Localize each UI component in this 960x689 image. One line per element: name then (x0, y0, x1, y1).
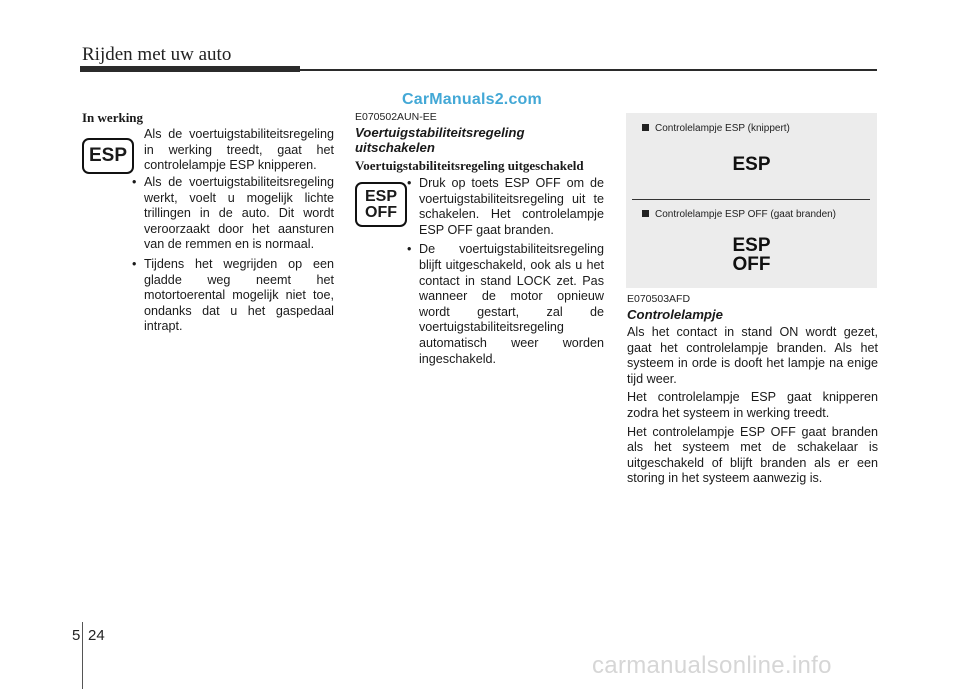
list-item: • Als de voertuigstabiliteitsregeling werkt, voelt u mogelijk lichte trillingen in de auto. Dit wordt veroorzaakt door het aansturen van de remmen en is normaal. (129, 175, 334, 253)
paragraph: Het controlelampje ESP OFF gaat branden als het systeem met de schakelaar is uitgeschakeld of blijft branden als er een storing in het systeem aanwezig is. (627, 424, 878, 486)
section-heading (355, 125, 595, 155)
heading-in-werking: In werking (82, 110, 144, 125)
esp-warning-icon (82, 138, 134, 174)
header-bar (80, 66, 300, 72)
esp-off-indicator-symbol (626, 236, 877, 274)
footer-divider (82, 622, 83, 689)
site-watermark: carmanualsonline.info (592, 652, 832, 679)
esp-off-symbol-line2: OFF (732, 254, 771, 275)
esp-icon-label: ESP (88, 145, 128, 166)
header-rule (300, 69, 877, 71)
heading-controlelampje: Controlelampje (627, 307, 723, 322)
subheading-uitgeschakeld: Voertuigstabiliteitsregeling uitgeschakeld (355, 158, 584, 173)
caption-esp-blinking-text: Controlelampje ESP (knippert) (655, 123, 790, 134)
bullet-list-uitgeschakeld (404, 176, 604, 371)
esp-off-symbol-line1: ESP (732, 235, 771, 256)
square-bullet-icon (642, 210, 649, 217)
section-heading-line1: Voertuigstabiliteitsregeling (355, 125, 525, 140)
caption-esp-off-lit (642, 209, 836, 220)
list-item: • Druk op toets ESP OFF om de voertuigstabiliteitsregeling uit te schakelen. Het controlelampje ESP OFF gaat branden. (404, 176, 604, 238)
esp-off-icon-line1: ESP (364, 187, 397, 205)
section-title: Rijden met uw auto (82, 44, 232, 65)
esp-indicator-symbol: ESP (732, 154, 771, 175)
controlelampje-body (627, 325, 878, 487)
paragraph: Het controlelampje ESP gaat knipperen zodra het systeem in werking treedt. (627, 390, 878, 420)
list-item: • De voertuigstabiliteitsregeling blijft uitgeschakeld, ook als u het contact in stand LOCK zet. Pas wanneer de motor opnieuw wordt gestart, zal de voertuigstabiliteitsregeling automatisch weer worden ingeschakeld. (404, 242, 604, 367)
section-number: 5 (72, 627, 81, 644)
page-number: 24 (88, 627, 105, 644)
list-item: • Tijdens het wegrijden op een gladde weg neemt het motortoerental mogelijk niet toe, ondanks dat u het gaspedaal intrapt. (129, 257, 334, 335)
caption-esp-off-lit-text: Controlelampje ESP OFF (gaat branden) (655, 209, 837, 220)
watermark-carmanuals2: CarManuals2.com (402, 91, 542, 108)
paragraph: Als het contact in stand ON wordt gezet, gaat het controlelampje branden. Als het systeem in orde is dooft het lampje na enige tijd weer. (627, 325, 878, 386)
section-code-controlelampje: E070503AFD (627, 293, 691, 305)
section-code: E070502AUN-EE (355, 111, 437, 123)
section-heading-line2: uitschakelen (355, 140, 435, 155)
intro-paragraph: Als de voertuigstabiliteitsregeling in werking treedt, gaat het controlelampje ESP knipperen. (144, 127, 334, 173)
esp-off-icon-line2: OFF (365, 203, 397, 221)
esp-off-warning-icon (355, 182, 407, 227)
caption-esp-blinking (642, 123, 790, 134)
bullet-list-in-werking (129, 175, 334, 339)
square-bullet-icon (642, 124, 649, 131)
panel-divider (632, 199, 870, 200)
